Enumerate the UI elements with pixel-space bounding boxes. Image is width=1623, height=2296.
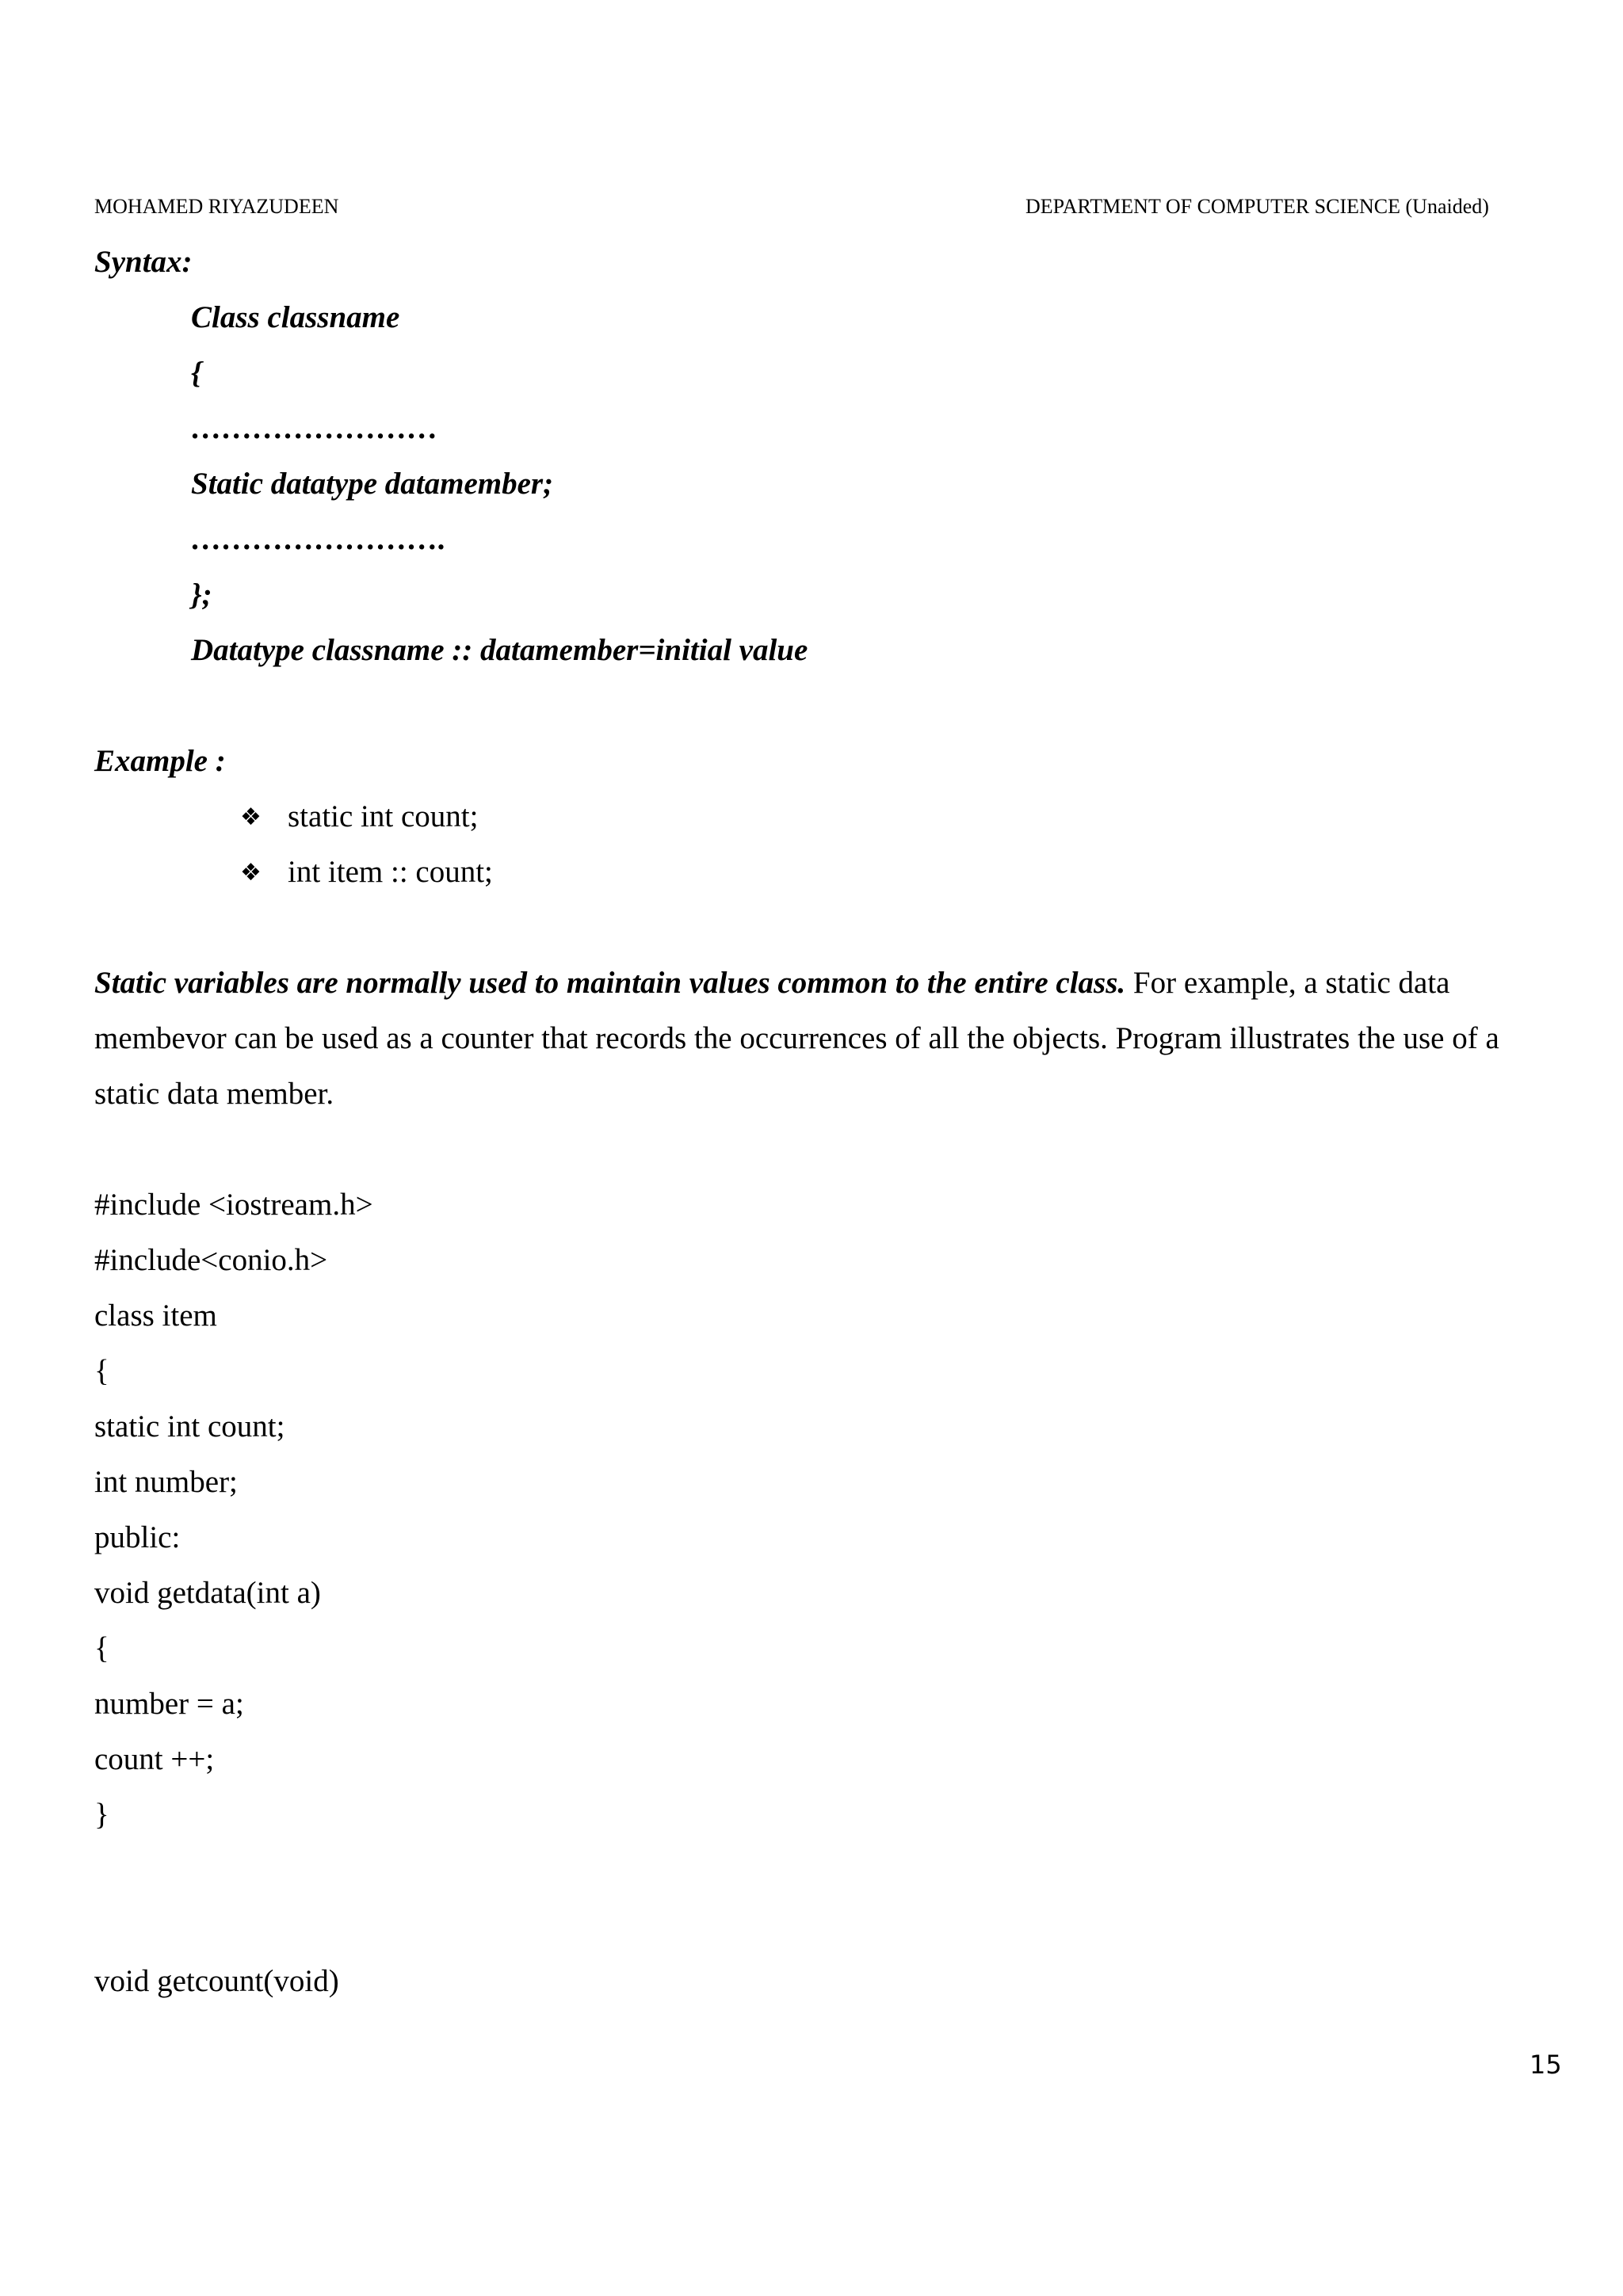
code-line: number = a; xyxy=(94,1687,244,1721)
code-line: static int count; xyxy=(94,1409,285,1444)
page-number: 15 xyxy=(1529,2050,1562,2080)
code-line: public: xyxy=(94,1520,181,1554)
code-line: void getdata(int a) xyxy=(94,1576,321,1610)
paragraph-line xyxy=(94,964,1450,1002)
syntax-line: { xyxy=(191,356,202,390)
code-line: #include <iostream.h> xyxy=(94,1188,373,1222)
syntax-line: Datatype classname :: datamember=initial value xyxy=(191,633,808,667)
code-line: #include<conio.h> xyxy=(94,1243,328,1277)
code-line: { xyxy=(94,1631,109,1665)
code-line: class item xyxy=(94,1299,217,1333)
syntax-heading: Syntax: xyxy=(94,245,193,279)
paragraph-line: static data member. xyxy=(94,1077,334,1111)
code-line: int number; xyxy=(94,1465,238,1499)
syntax-line: }; xyxy=(191,578,212,612)
header-department: DEPARTMENT OF COMPUTER SCIENCE (Unaided) xyxy=(1025,195,1489,218)
syntax-line: …………………… xyxy=(191,411,438,445)
paragraph-bold-lead: Static variables are normally used to maintain values common to the entire class. xyxy=(94,966,1126,1000)
code-line: } xyxy=(94,1798,109,1832)
diamond-bullet-icon: ❖ xyxy=(240,859,262,887)
syntax-line: Class classname xyxy=(191,300,400,334)
list-item-text: int item :: count; xyxy=(288,855,493,889)
code-line: void getcount(void) xyxy=(94,1964,339,1998)
code-line: count ++; xyxy=(94,1742,215,1776)
syntax-line: Static datatype datamember; xyxy=(191,467,554,501)
paragraph-text: For example, a static data xyxy=(1125,966,1450,1000)
paragraph-line: membevor can be used as a counter that records the occurrences of all the objects. Program illustrates the use of a xyxy=(94,1021,1499,1055)
list-item-text: static int count; xyxy=(288,799,479,833)
example-heading: Example : xyxy=(94,744,226,778)
list-item xyxy=(240,853,493,892)
code-line: { xyxy=(94,1354,109,1388)
syntax-line: ……………………. xyxy=(191,522,446,556)
diamond-bullet-icon: ❖ xyxy=(240,803,262,831)
header-author: MOHAMED RIYAZUDEEN xyxy=(94,195,339,218)
list-item xyxy=(240,798,478,837)
